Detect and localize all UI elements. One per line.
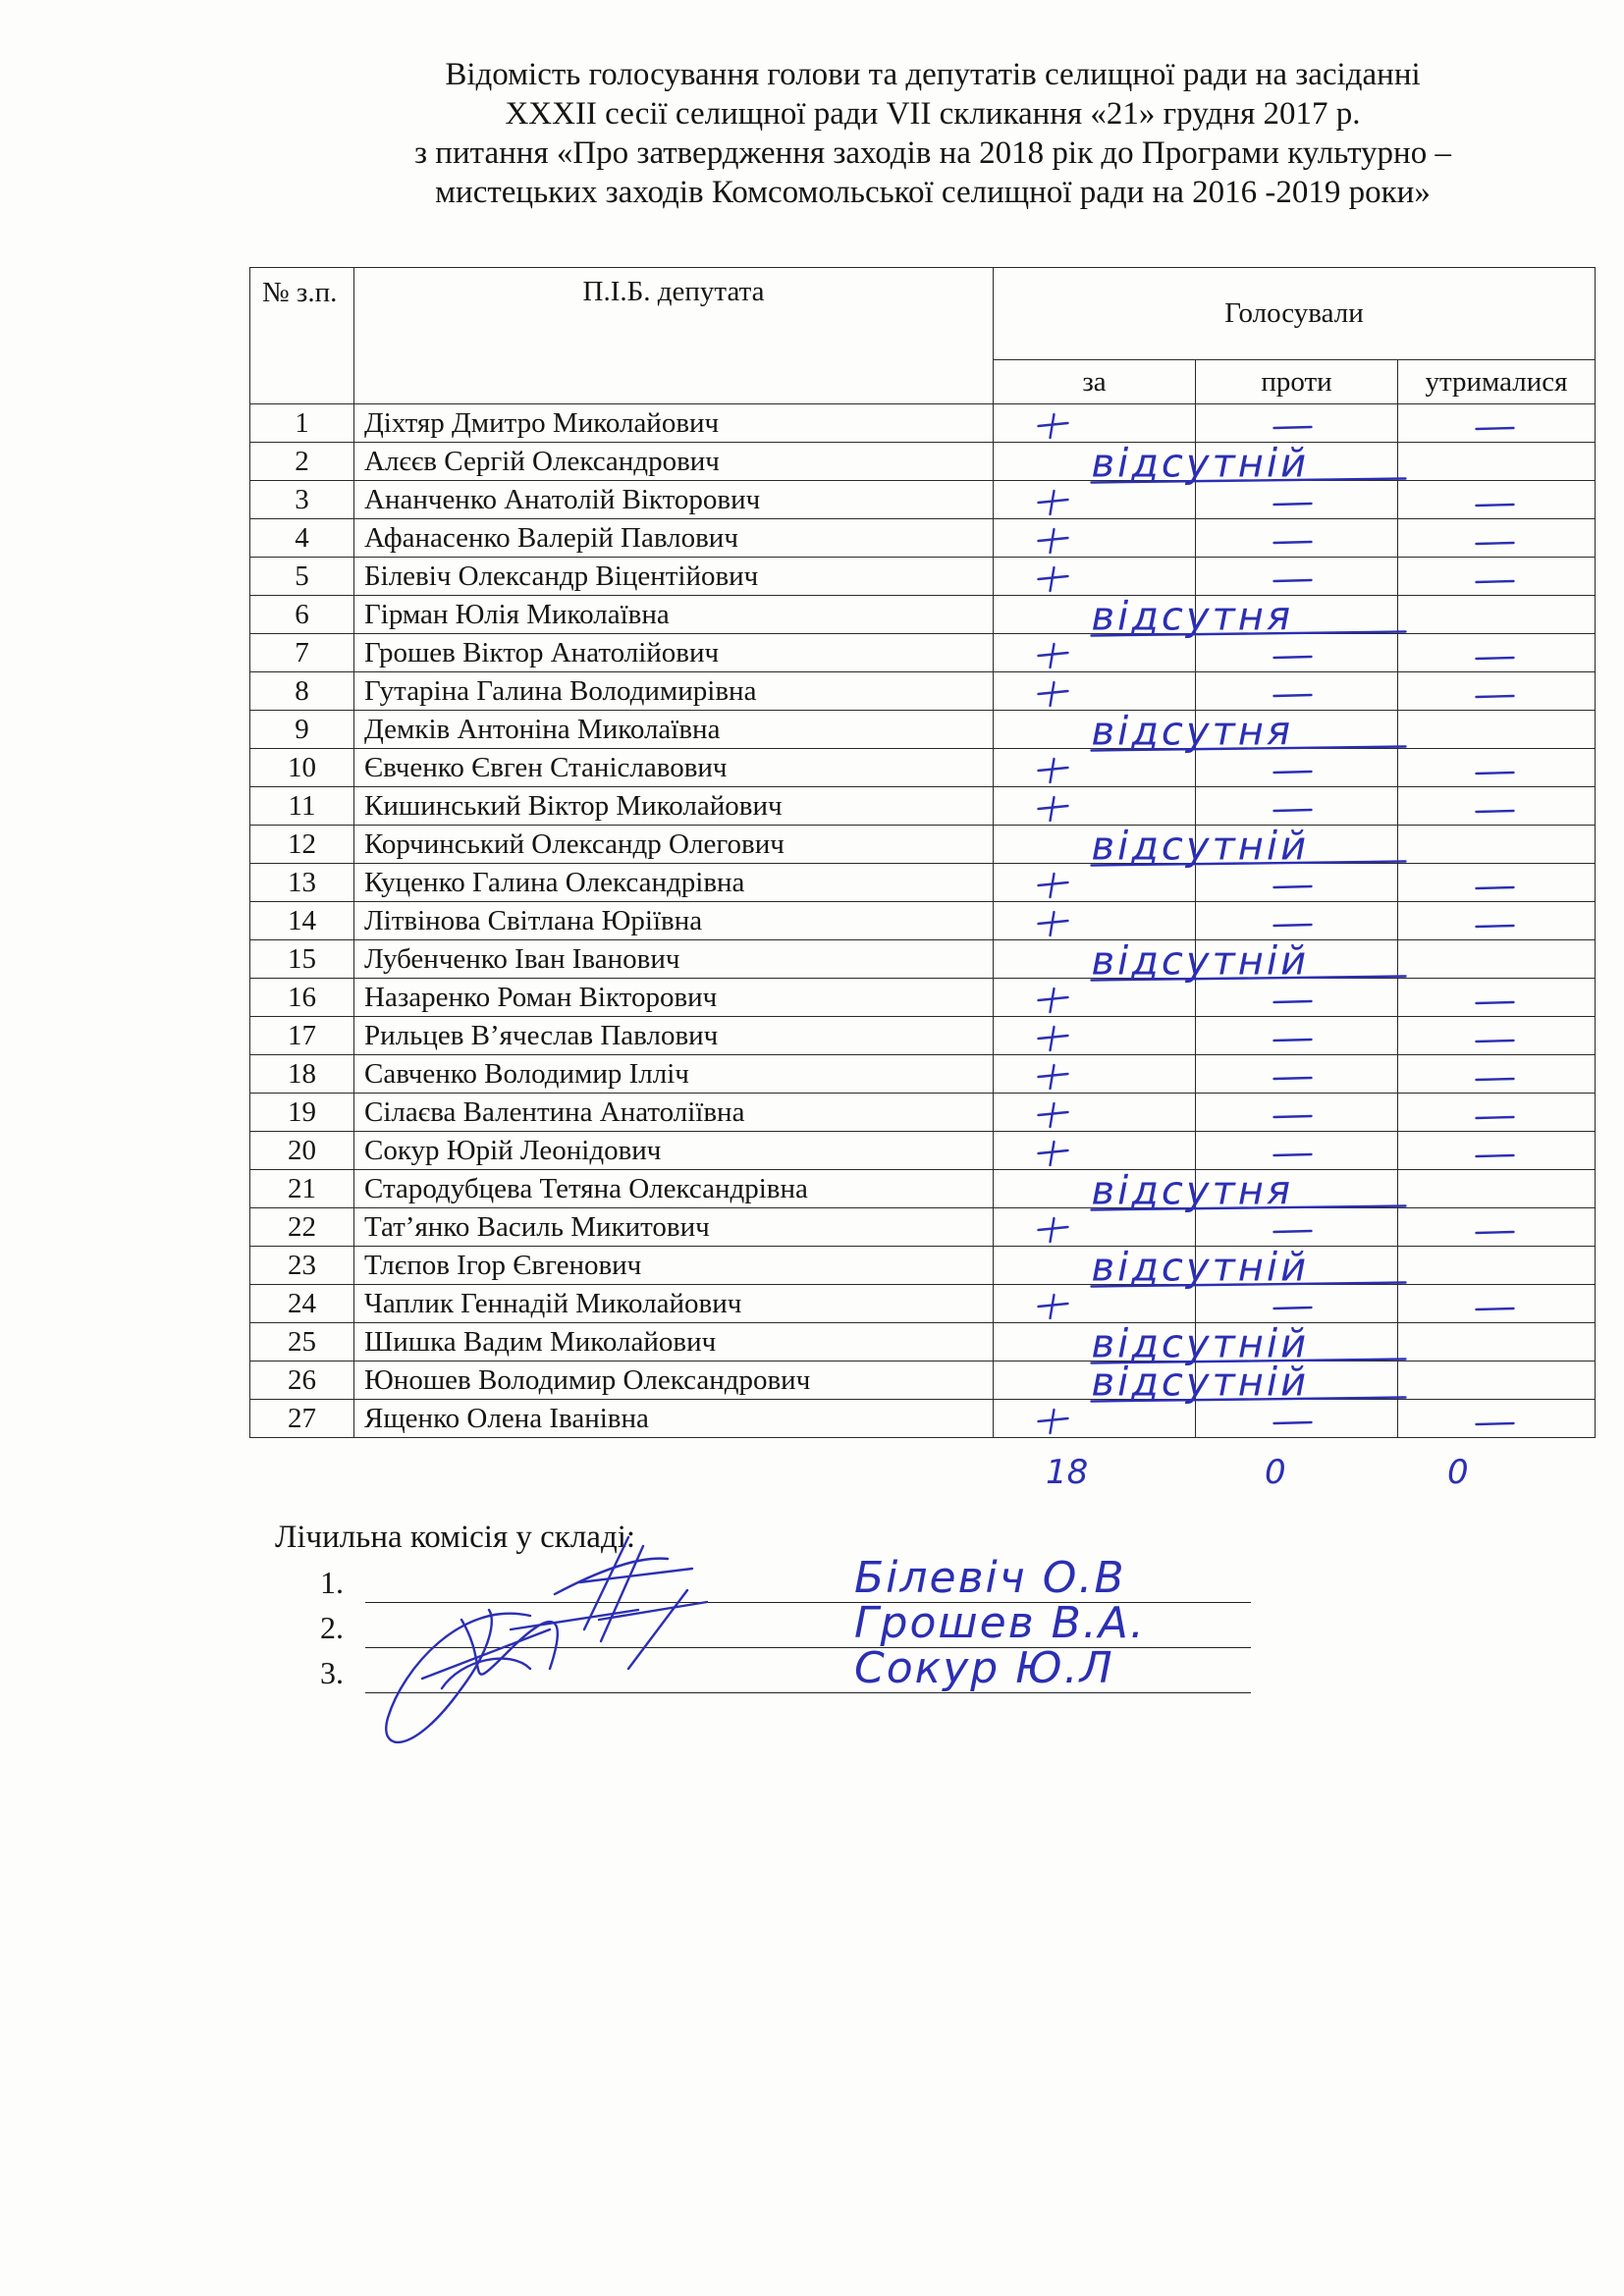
deputy-name: Корчинський Олександр Олегович — [354, 826, 994, 864]
absent-note: відсутня — [1091, 594, 1294, 640]
commission-member-number: 3. — [320, 1655, 344, 1690]
row-number: 18 — [250, 1055, 354, 1094]
row-number: 7 — [250, 634, 354, 672]
header-voted: Голосували — [994, 268, 1596, 360]
deputy-name: Тлєпов Ігор Євгенович — [354, 1247, 994, 1285]
vote-for-cell — [994, 1094, 1196, 1132]
vote-for-cell — [994, 787, 1196, 826]
commission-member-name: Сокур Ю.Л — [854, 1643, 1114, 1693]
vote-against-cell — [1196, 1362, 1398, 1400]
vote-abstained-cell — [1398, 1208, 1596, 1247]
vote-abstained-cell — [1398, 1285, 1596, 1323]
absent-note: відсутній — [1091, 1245, 1310, 1291]
deputy-name: Чаплик Геннадій Миколайович — [354, 1285, 994, 1323]
deputy-name: Білевіч Олександр Віцентійович — [354, 558, 994, 596]
vote-against-cell — [1196, 940, 1398, 979]
table-row — [250, 1017, 1596, 1055]
table-row — [250, 1208, 1596, 1247]
vote-for-cell — [994, 519, 1196, 558]
vote-for-cell — [994, 940, 1196, 979]
voting-table-body — [250, 404, 1596, 1438]
row-number: 17 — [250, 1017, 354, 1055]
vote-abstained-cell — [1398, 1132, 1596, 1170]
table-row — [250, 1094, 1596, 1132]
vote-for-cell — [994, 1400, 1196, 1438]
deputy-name: Рильцев В’ячеслав Павлович — [354, 1017, 994, 1055]
vote-against-cell — [1196, 481, 1398, 519]
vote-against-cell — [1196, 1132, 1398, 1170]
vote-abstained-cell — [1398, 1247, 1596, 1285]
voting-table — [249, 267, 1596, 1438]
vote-for-cell — [994, 1132, 1196, 1170]
deputy-name: Гутаріна Галина Володимирівна — [354, 672, 994, 711]
table-row — [250, 1362, 1596, 1400]
table-row — [250, 1170, 1596, 1208]
vote-for-cell — [994, 1362, 1196, 1400]
table-row — [250, 443, 1596, 481]
vote-abstained-cell — [1398, 864, 1596, 902]
deputy-name: Тат’янко Василь Микитович — [354, 1208, 994, 1247]
vote-abstained-cell — [1398, 596, 1596, 634]
row-number: 20 — [250, 1132, 354, 1170]
row-number: 4 — [250, 519, 354, 558]
header-number: № з.п. — [250, 268, 354, 404]
row-number: 14 — [250, 902, 354, 940]
table-row — [250, 1055, 1596, 1094]
row-number: 6 — [250, 596, 354, 634]
absent-note: відсутній — [1091, 1360, 1310, 1406]
vote-against-cell — [1196, 1094, 1398, 1132]
vote-against-cell — [1196, 1247, 1398, 1285]
signature-line — [365, 1692, 1251, 1693]
commission-label: Лічильна комісія у складі: — [275, 1520, 636, 1555]
vote-for-cell — [994, 481, 1196, 519]
vote-abstained-cell — [1398, 787, 1596, 826]
header-abstained: утрималися — [1398, 360, 1596, 404]
vote-abstained-cell — [1398, 481, 1596, 519]
vote-abstained-cell — [1398, 1055, 1596, 1094]
deputy-name: Афанасенко Валерій Павлович — [354, 519, 994, 558]
row-number: 5 — [250, 558, 354, 596]
row-number: 10 — [250, 749, 354, 787]
commission-member-name: Білевіч О.В — [854, 1553, 1126, 1603]
vote-against-cell — [1196, 749, 1398, 787]
title-line: Відомість голосування голови та депутатів селищної ради на засіданні — [445, 57, 1421, 92]
vote-for-cell — [994, 902, 1196, 940]
vote-against-cell — [1196, 1208, 1398, 1247]
vote-against-cell — [1196, 787, 1398, 826]
vote-for-cell — [994, 979, 1196, 1017]
vote-abstained-cell — [1398, 404, 1596, 443]
vote-for-cell — [994, 826, 1196, 864]
deputy-name: Гірман Юлія Миколаївна — [354, 596, 994, 634]
deputy-name: Діхтяр Дмитро Миколайович — [354, 404, 994, 443]
vote-for-cell — [994, 1055, 1196, 1094]
table-row — [250, 404, 1596, 443]
deputy-name: Сілаєва Валентина Анатоліївна — [354, 1094, 994, 1132]
row-number: 1 — [250, 404, 354, 443]
signature-scribbles — [386, 1537, 707, 1742]
vote-abstained-cell — [1398, 672, 1596, 711]
vote-against-cell — [1196, 634, 1398, 672]
row-number: 23 — [250, 1247, 354, 1285]
total-against: 0 — [1265, 1453, 1286, 1492]
table-row — [250, 672, 1596, 711]
table-row — [250, 1132, 1596, 1170]
table-row — [250, 749, 1596, 787]
row-number: 9 — [250, 711, 354, 749]
vote-for-cell — [994, 443, 1196, 481]
commission-member-number: 2. — [320, 1610, 344, 1645]
deputy-name: Шишка Вадим Миколайович — [354, 1323, 994, 1362]
row-number: 8 — [250, 672, 354, 711]
vote-abstained-cell — [1398, 826, 1596, 864]
row-number: 24 — [250, 1285, 354, 1323]
deputy-name: Євченко Євген Станіславович — [354, 749, 994, 787]
vote-against-cell — [1196, 558, 1398, 596]
absent-note: відсутній — [1091, 824, 1310, 870]
row-number: 16 — [250, 979, 354, 1017]
table-row — [250, 826, 1596, 864]
vote-for-cell — [994, 634, 1196, 672]
vote-abstained-cell — [1398, 1400, 1596, 1438]
table-row — [250, 902, 1596, 940]
table-row — [250, 979, 1596, 1017]
vote-abstained-cell — [1398, 711, 1596, 749]
table-row — [250, 787, 1596, 826]
deputy-name: Демків Антоніна Миколаївна — [354, 711, 994, 749]
vote-against-cell — [1196, 979, 1398, 1017]
table-row — [250, 1400, 1596, 1438]
commission-member-name: Грошев В.А. — [854, 1598, 1146, 1648]
deputy-name: Кишинський Віктор Миколайович — [354, 787, 994, 826]
vote-for-cell — [994, 404, 1196, 443]
vote-abstained-cell — [1398, 1017, 1596, 1055]
row-number: 19 — [250, 1094, 354, 1132]
vote-abstained-cell — [1398, 1362, 1596, 1400]
vote-for-cell — [994, 864, 1196, 902]
row-number: 22 — [250, 1208, 354, 1247]
title-line: мистецьких заходів Комсомольської селищної ради на 2016 -2019 роки» — [435, 175, 1431, 210]
table-row — [250, 1323, 1596, 1362]
vote-abstained-cell — [1398, 519, 1596, 558]
vote-against-cell — [1196, 596, 1398, 634]
vote-against-cell — [1196, 443, 1398, 481]
deputy-name: Стародубцева Тетяна Олександрівна — [354, 1170, 994, 1208]
vote-abstained-cell — [1398, 558, 1596, 596]
deputy-name: Савченко Володимир Ілліч — [354, 1055, 994, 1094]
row-number: 11 — [250, 787, 354, 826]
vote-for-cell — [994, 711, 1196, 749]
vote-against-cell — [1196, 1055, 1398, 1094]
title-line: XXXII сесії селищної ради VII скликання «21» грудня 2017 р. — [505, 96, 1361, 132]
vote-against-cell — [1196, 519, 1398, 558]
table-row — [250, 940, 1596, 979]
table-row — [250, 711, 1596, 749]
vote-against-cell — [1196, 711, 1398, 749]
vote-for-cell — [994, 1017, 1196, 1055]
vote-for-cell — [994, 1208, 1196, 1247]
vote-against-cell — [1196, 902, 1398, 940]
deputy-name: Сокур Юрій Леонідович — [354, 1132, 994, 1170]
deputy-name: Куценко Галина Олександрівна — [354, 864, 994, 902]
vote-for-cell — [994, 558, 1196, 596]
table-row — [250, 519, 1596, 558]
row-number: 25 — [250, 1323, 354, 1362]
row-number: 15 — [250, 940, 354, 979]
vote-for-cell — [994, 749, 1196, 787]
total-abstained: 0 — [1447, 1453, 1469, 1492]
header-against: проти — [1196, 360, 1398, 404]
vote-against-cell — [1196, 864, 1398, 902]
header-name: П.І.Б. депутата — [354, 268, 994, 404]
vote-against-cell — [1196, 1285, 1398, 1323]
vote-against-cell — [1196, 1400, 1398, 1438]
deputy-name: Літвінова Світлана Юріївна — [354, 902, 994, 940]
absent-note: відсутній — [1091, 938, 1310, 985]
vote-for-cell — [994, 672, 1196, 711]
table-row — [250, 634, 1596, 672]
vote-against-cell — [1196, 672, 1398, 711]
vote-against-cell — [1196, 404, 1398, 443]
deputy-name: Юношев Володимир Олександрович — [354, 1362, 994, 1400]
row-number: 26 — [250, 1362, 354, 1400]
absent-note: відсутня — [1091, 1168, 1294, 1214]
table-row — [250, 596, 1596, 634]
row-number: 2 — [250, 443, 354, 481]
row-number: 12 — [250, 826, 354, 864]
vote-for-cell — [994, 1285, 1196, 1323]
vote-abstained-cell — [1398, 634, 1596, 672]
vote-for-cell — [994, 1323, 1196, 1362]
title-line: з питання «Про затвердження заходів на 2018 рік до Програми культурно – — [414, 135, 1451, 171]
vote-against-cell — [1196, 1017, 1398, 1055]
vote-against-cell — [1196, 1323, 1398, 1362]
vote-abstained-cell — [1398, 940, 1596, 979]
absent-note: відсутня — [1091, 709, 1294, 755]
row-number: 27 — [250, 1400, 354, 1438]
deputy-name: Грошев Віктор Анатолійович — [354, 634, 994, 672]
vote-abstained-cell — [1398, 902, 1596, 940]
row-number: 13 — [250, 864, 354, 902]
vote-abstained-cell — [1398, 443, 1596, 481]
row-number: 21 — [250, 1170, 354, 1208]
absent-note: відсутній — [1091, 1321, 1310, 1367]
vote-abstained-cell — [1398, 1170, 1596, 1208]
document-title — [245, 55, 1620, 212]
deputy-name: Назаренко Роман Вікторович — [354, 979, 994, 1017]
absent-note: відсутній — [1091, 441, 1310, 487]
table-row — [250, 864, 1596, 902]
table-row — [250, 1285, 1596, 1323]
vote-abstained-cell — [1398, 1323, 1596, 1362]
vote-for-cell — [994, 596, 1196, 634]
vote-abstained-cell — [1398, 979, 1596, 1017]
vote-for-cell — [994, 1170, 1196, 1208]
table-row — [250, 558, 1596, 596]
deputy-name: Лубенченко Іван Іванович — [354, 940, 994, 979]
deputy-name: Алєєв Сергій Олександрович — [354, 443, 994, 481]
total-for: 18 — [1046, 1453, 1089, 1492]
deputy-name: Ананченко Анатолій Вікторович — [354, 481, 994, 519]
row-number: 3 — [250, 481, 354, 519]
table-row — [250, 1247, 1596, 1285]
vote-against-cell — [1196, 826, 1398, 864]
header-for: за — [994, 360, 1196, 404]
table-row — [250, 481, 1596, 519]
vote-abstained-cell — [1398, 1094, 1596, 1132]
commission-member-number: 1. — [320, 1565, 344, 1600]
deputy-name: Ященко Олена Іванівна — [354, 1400, 994, 1438]
vote-against-cell — [1196, 1170, 1398, 1208]
vote-abstained-cell — [1398, 749, 1596, 787]
vote-for-cell — [994, 1247, 1196, 1285]
